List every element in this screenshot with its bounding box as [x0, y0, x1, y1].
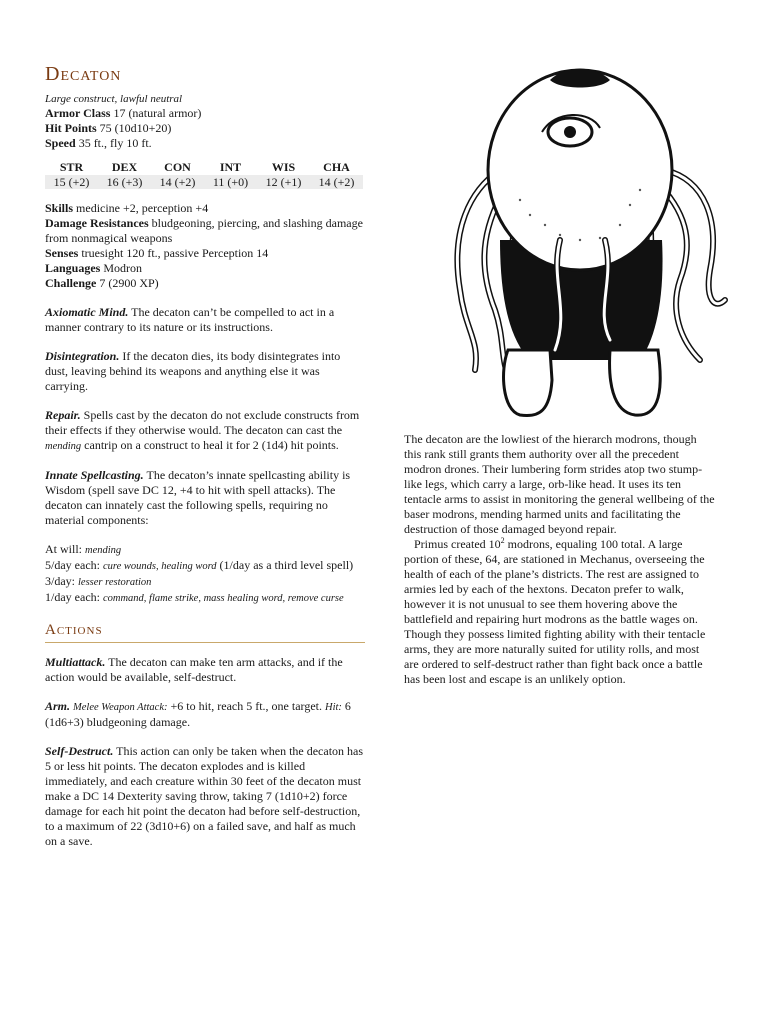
trait-disintegration: Disintegration. If the decaton dies, its body disintegrates into dust, leaving behind its weapons and anything else it was carrying. [45, 349, 341, 393]
spells-one-per-day: 1/day each: command, flame strike, mass healing word, remove curse [45, 590, 344, 604]
decaton-illustration [430, 40, 730, 422]
ability-int: INT 11 (+0) [204, 160, 257, 189]
ability-str: STR 15 (+2) [45, 160, 98, 189]
trait-repair: Repair. Spells cast by the decaton do not exclude constructs from their effects if they otherwise would. The decaton can cast the mending cantrip on a construct to heal it for 2 (1d4) hit points. [45, 408, 360, 452]
properties [45, 201, 365, 291]
ability-con: CON 14 (+2) [151, 160, 204, 189]
action-arm: Arm. Melee Weapon Attack: +6 to hit, reach 5 ft., one target. Hit: 6 (1d6+3) bludgeoning damage. [45, 699, 351, 730]
lore-text [404, 432, 716, 687]
monster-type-line: Large construct, lawful neutral [45, 93, 183, 105]
spell-list [45, 542, 365, 606]
skills-line: Skills medicine +2, perception +4 [45, 201, 209, 215]
armor-class-line: Armor Class 17 (natural armor) [45, 106, 202, 120]
damage-resistances-line: Damage Resistances bludgeoning, piercing, and slashing damage from nonmagical weapons [45, 216, 363, 245]
trait-axiomatic-mind: Axiomatic Mind. The decaton can’t be compelled to act in a manner contrary to its nature or its instructions. [45, 305, 335, 334]
ability-wis: WIS 12 (+1) [257, 160, 310, 189]
lore-paragraph-1: The decaton are the lowliest of the hierarch modrons, though this rank still grants them authority over all the precedent modron drones. Their lumbering form strides atop two stump-like legs, which carry a large, orb-like head. It uses its ten tentacle arms to assist in monitoring the general wellbeing of the baser modrons, mending harmed units and facilitating the destruction of those damaged beyond repair. [404, 432, 715, 536]
stat-block [45, 62, 365, 849]
speed-line: Speed 35 ft., fly 10 ft. [45, 136, 152, 150]
action-self-destruct: Self-Destruct. This action can only be taken when the decaton has 5 or less hit points. The decaton explodes and is killed immediately, and each creature within 30 feet of the decaton must make a DC 14 Dexterity saving throw, taking 7 (1d10+2) force damage for each hit point the decaton had before self-destruction, to a maximum of 22 (3d10+6) on a failed save, and half as much on a save. [45, 744, 364, 849]
trait-innate-spellcasting: Innate Spellcasting. The decaton’s innate spellcasting ability is Wisdom (spell save DC 12, +4 to hit with spell attacks). The decaton can innately cast the following spells, requiring no material components: [45, 468, 351, 527]
spells-at-will: At will: mending [45, 542, 122, 556]
ability-dex: DEX 16 (+3) [98, 160, 151, 189]
action-multiattack: Multiattack. The decaton can make ten arm attacks, and if the action would be available, self-destruct. [45, 655, 343, 685]
ability-cha: CHA 14 (+2) [310, 160, 363, 189]
languages-line: Languages Modron [45, 261, 143, 275]
hit-points-line: Hit Points 75 (10d10+20) [45, 121, 172, 135]
monster-name: Decaton [45, 63, 122, 85]
challenge-line: Challenge 7 (2900 XP) [45, 276, 159, 290]
lore-paragraph-2: Primus created $10^2$ modrons, equaling 100 total. A large portion of these, 64, are stationed in Mechanus, overseeing the health of each of the plane’s districts. The rest are assigned to armies led by each of the hextons. Decaton prefer to walk, however it is not unusual to see them hovering above the battlefield and repairing hurt modrons as the battle wages on. Though they possess limited fighting ability with their tentacle arms, they are more naturally suited for utility rolls, and most are ordered to self-destruct rather than fight back once a battle has been lost and escape is an unlikely option. [404, 536, 706, 686]
ability-scores [45, 160, 363, 189]
spells-five-per-day: 5/day each: cure wounds, healing word (1/day as a third level spell) [45, 558, 354, 572]
spells-three-per-day: 3/day: lesser restoration [45, 574, 152, 588]
senses-line: Senses truesight 120 ft., passive Perception 14 [45, 246, 269, 260]
actions-heading: Actions [45, 620, 365, 643]
